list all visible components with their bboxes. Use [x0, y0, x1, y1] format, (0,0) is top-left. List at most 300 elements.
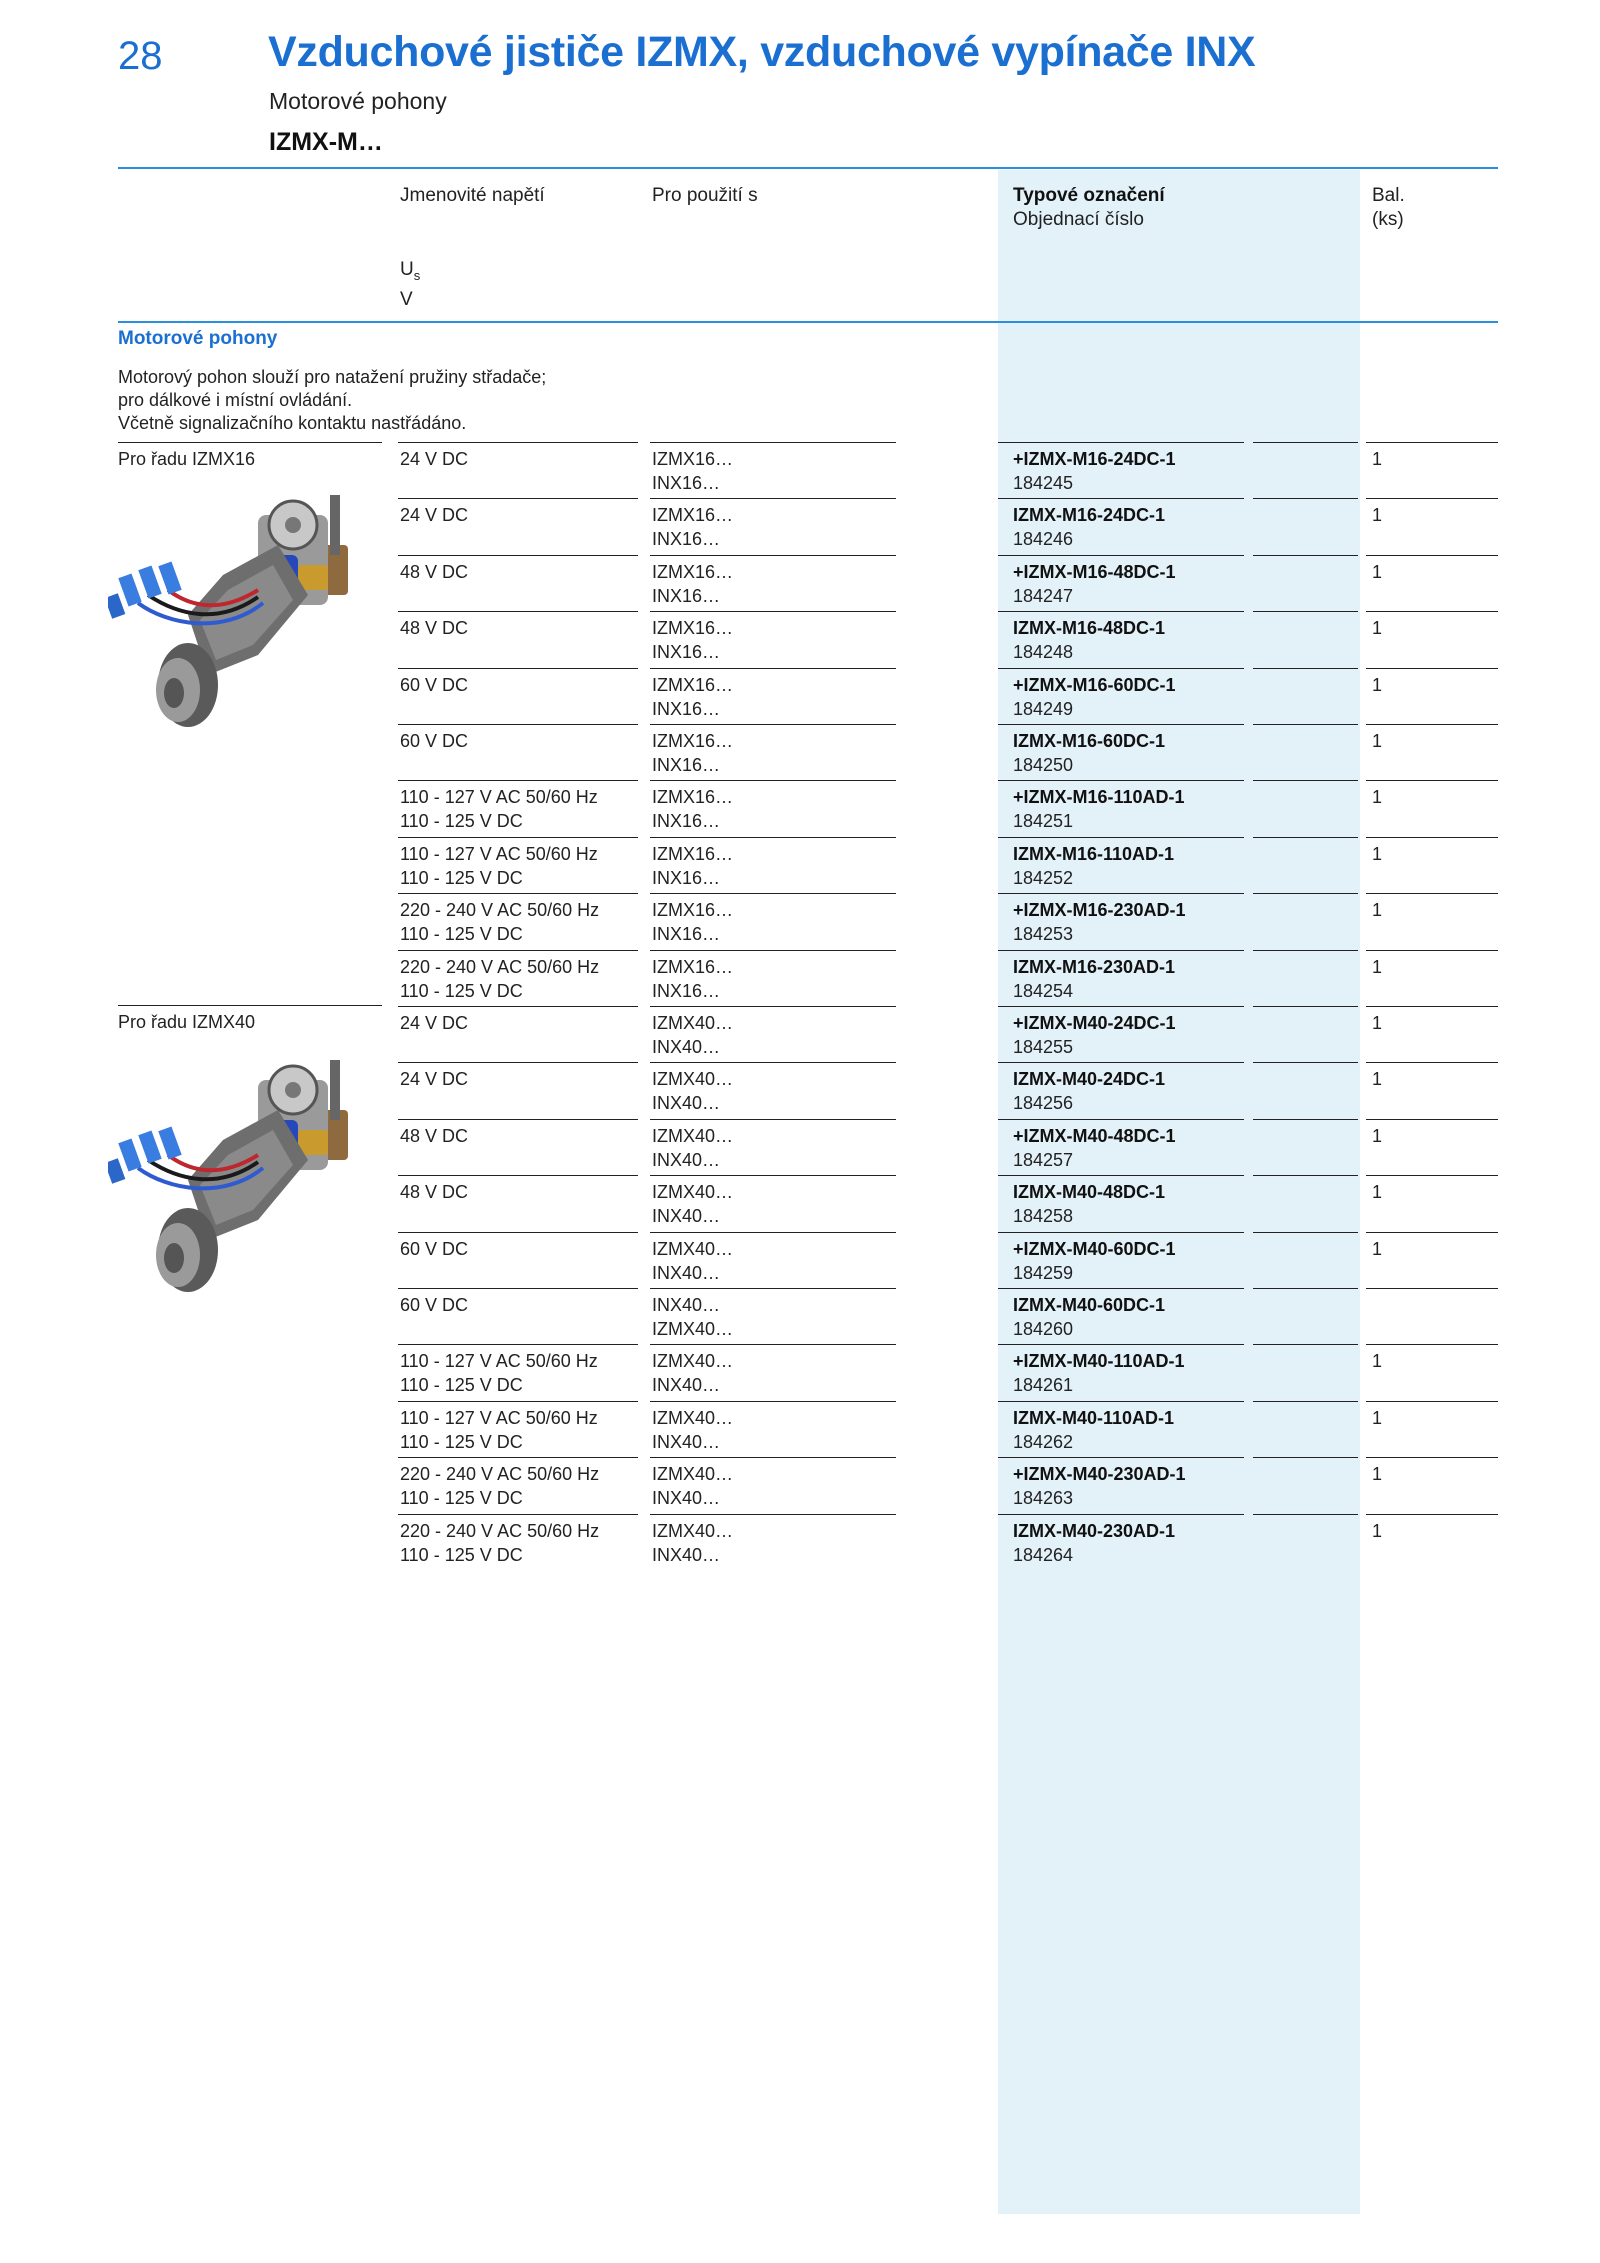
- type-cell: [1013, 1011, 1176, 1059]
- pack-quantity: 1: [1372, 1069, 1383, 1090]
- row-divider: [650, 668, 896, 669]
- row-divider: [650, 1175, 896, 1176]
- row-divider: [650, 1119, 896, 1120]
- row-divider: [1253, 1175, 1358, 1176]
- usage-line: IZMX40…: [652, 1013, 734, 1033]
- row-divider: [1253, 1062, 1358, 1063]
- voltage-line: 110 - 127 V AC 50/60 Hz: [400, 843, 598, 864]
- row-divider: [1253, 1232, 1358, 1233]
- pack-cell: [1372, 1462, 1382, 1486]
- order-number: 184264: [1013, 1544, 1074, 1565]
- row-divider: [998, 668, 1244, 669]
- type-cell: [1013, 1237, 1176, 1285]
- type-designation: +IZMX-M40-48DC-1: [1013, 1125, 1176, 1146]
- row-divider: [1366, 780, 1498, 781]
- row-divider: [1366, 1062, 1498, 1063]
- type-designation: +IZMX-M16-230AD-1: [1013, 900, 1186, 921]
- type-cell: [1013, 842, 1174, 890]
- pack-cell: [1372, 898, 1382, 922]
- pack-quantity: 1: [1372, 731, 1383, 751]
- row-divider: [998, 724, 1244, 725]
- type-designation: +IZMX-M16-110AD-1: [1013, 787, 1185, 808]
- pack-cell: [1372, 1406, 1382, 1430]
- row-divider: [398, 498, 638, 499]
- pack-cell: [1372, 842, 1382, 866]
- header-pack-unit: (ks): [1372, 209, 1404, 230]
- usage-line: IZMX16…: [652, 618, 734, 639]
- usage-line: INX16…: [652, 529, 721, 550]
- voltage-cell: [400, 1519, 599, 1567]
- voltage-cell: [400, 1237, 468, 1261]
- usage-cell: [652, 503, 733, 551]
- voltage-cell: [400, 447, 468, 471]
- usage-cell: [652, 729, 733, 777]
- voltage-cell: [400, 785, 598, 833]
- usage-cell: [652, 1349, 733, 1397]
- type-cell: [1013, 729, 1165, 777]
- row-divider: [998, 1401, 1244, 1402]
- type-cell: [1013, 1180, 1165, 1228]
- row-divider: [1253, 1344, 1358, 1345]
- order-number: 184253: [1013, 924, 1074, 945]
- type-designation: IZMX-M40-110AD-1: [1013, 1407, 1175, 1428]
- usage-line: INX16…: [652, 585, 721, 606]
- voltage-line: 110 - 125 V DC: [400, 1431, 523, 1452]
- voltage-line: 60 V DC: [400, 674, 469, 695]
- usage-line: IZMX40…: [652, 1238, 734, 1259]
- pack-cell: [1372, 1011, 1382, 1035]
- voltage-line: 48 V DC: [400, 1182, 469, 1203]
- row-divider: [650, 1401, 896, 1402]
- usage-line: INX16…: [652, 980, 721, 1001]
- row-divider: [998, 498, 1244, 499]
- pack-cell: [1372, 1237, 1382, 1261]
- voltage-line: 110 - 125 V DC: [400, 867, 523, 888]
- page-number: 28: [118, 34, 163, 78]
- group-label: Pro řadu IZMX16: [118, 449, 256, 469]
- usage-line: INX40…: [652, 1544, 721, 1565]
- page-subtitle: Motorové pohony: [269, 88, 447, 114]
- pack-quantity: 1: [1372, 618, 1383, 639]
- group-divider: [118, 442, 382, 443]
- voltage-line: 48 V DC: [400, 618, 469, 639]
- usage-cell: [652, 1124, 733, 1172]
- order-number: 184249: [1013, 698, 1074, 719]
- row-divider: [650, 1457, 896, 1458]
- type-designation: IZMX-M16-48DC-1: [1013, 618, 1166, 639]
- usage-line: INX40…: [652, 1206, 721, 1227]
- voltage-line: 24 V DC: [400, 1069, 469, 1090]
- row-divider: [1366, 1006, 1498, 1007]
- type-designation: IZMX-M40-60DC-1: [1013, 1295, 1166, 1315]
- order-number: 184260: [1013, 1319, 1074, 1339]
- order-number: 184257: [1013, 1149, 1074, 1170]
- voltage-cell: [400, 1180, 468, 1204]
- row-divider: [398, 724, 638, 725]
- row-divider: [650, 1344, 896, 1345]
- type-cell: [1013, 1462, 1186, 1510]
- row-divider: [398, 1006, 638, 1007]
- voltage-line: 110 - 125 V DC: [400, 1488, 523, 1509]
- row-divider: [398, 1344, 638, 1345]
- row-divider: [998, 1457, 1244, 1458]
- row-divider: [398, 555, 638, 556]
- type-designation: IZMX-M16-24DC-1: [1013, 505, 1166, 526]
- header-us-symbol: [400, 258, 420, 312]
- pack-quantity: 1: [1372, 843, 1383, 864]
- voltage-cell: [400, 616, 468, 640]
- pack-cell: [1372, 1519, 1382, 1543]
- type-cell: [1013, 447, 1176, 495]
- usage-line: INX16…: [652, 811, 721, 832]
- row-divider: [1253, 1514, 1358, 1515]
- row-divider: [398, 1175, 638, 1176]
- us-symbol: U: [400, 259, 414, 280]
- pack-quantity: 1: [1372, 1182, 1383, 1203]
- voltage-line: 110 - 127 V AC 50/60 Hz: [400, 1351, 598, 1372]
- order-number: 184247: [1013, 585, 1074, 606]
- pack-cell: [1372, 503, 1382, 527]
- row-divider: [1253, 611, 1358, 612]
- voltage-line: 110 - 125 V DC: [400, 924, 523, 945]
- type-designation: IZMX-M16-230AD-1: [1013, 956, 1176, 977]
- page-title: Vzduchové jističe IZMX, vzduchové vypínače INX: [268, 28, 1256, 76]
- row-divider: [1366, 442, 1498, 443]
- row-divider: [1253, 780, 1358, 781]
- row-divider: [1366, 1401, 1498, 1402]
- usage-line: IZMX16…: [652, 674, 734, 695]
- type-designation: +IZMX-M40-24DC-1: [1013, 1013, 1176, 1033]
- usage-line: INX16…: [652, 698, 721, 719]
- row-divider: [650, 1288, 896, 1289]
- row-divider: [398, 1401, 638, 1402]
- row-divider: [1253, 950, 1358, 951]
- type-cell: [1013, 1349, 1185, 1397]
- row-divider: [998, 555, 1244, 556]
- voltage-line: 110 - 125 V DC: [400, 1375, 523, 1396]
- voltage-line: 24 V DC: [400, 449, 469, 469]
- voltage-cell: [400, 1406, 598, 1454]
- row-divider: [398, 950, 638, 951]
- order-number: 184245: [1013, 473, 1074, 493]
- type-designation: +IZMX-M16-60DC-1: [1013, 674, 1176, 695]
- usage-cell: [652, 1067, 733, 1115]
- order-number: 184254: [1013, 980, 1074, 1001]
- pack-quantity: 1: [1372, 787, 1383, 808]
- row-divider: [398, 442, 638, 443]
- header-order-label: Objednací číslo: [1013, 209, 1144, 230]
- category-description-line: Motorový pohon slouží pro natažení pružiny střadače;: [118, 367, 547, 387]
- row-divider: [650, 950, 896, 951]
- pack-cell: [1372, 616, 1382, 640]
- row-divider: [650, 780, 896, 781]
- usage-line: IZMX40…: [652, 1069, 734, 1090]
- header-type: [1013, 184, 1165, 232]
- pack-quantity: 1: [1372, 1464, 1383, 1485]
- usage-line: IZMX16…: [652, 449, 734, 469]
- usage-cell: [652, 1011, 733, 1059]
- pack-quantity: 1: [1372, 674, 1383, 695]
- usage-line: IZMX40…: [652, 1319, 734, 1339]
- pack-quantity: 1: [1372, 1125, 1383, 1146]
- type-cell: [1013, 1519, 1175, 1567]
- row-divider: [1253, 668, 1358, 669]
- order-number: 184261: [1013, 1375, 1074, 1396]
- voltage-line: 24 V DC: [400, 1013, 469, 1033]
- type-cell: [1013, 503, 1165, 551]
- row-divider: [398, 837, 638, 838]
- pack-quantity: 1: [1372, 956, 1383, 977]
- usage-line: INX40…: [652, 1037, 721, 1057]
- pack-cell: [1372, 729, 1382, 753]
- voltage-line: 60 V DC: [400, 731, 469, 751]
- header-usage: Pro použití s: [652, 185, 758, 206]
- voltage-cell: [400, 1462, 599, 1510]
- type-designation: +IZMX-M40-60DC-1: [1013, 1238, 1176, 1259]
- order-number: 184246: [1013, 529, 1074, 550]
- type-designation: +IZMX-M16-24DC-1: [1013, 449, 1176, 469]
- pack-cell: [1372, 447, 1382, 471]
- pack-cell: [1372, 560, 1382, 584]
- header-type-label: Typové označení: [1013, 185, 1165, 206]
- usage-line: IZMX16…: [652, 561, 734, 582]
- usage-line: IZMX40…: [652, 1125, 734, 1146]
- row-divider: [998, 1175, 1244, 1176]
- type-designation: +IZMX-M40-230AD-1: [1013, 1464, 1186, 1485]
- usage-line: IZMX16…: [652, 787, 734, 808]
- row-divider: [650, 1514, 896, 1515]
- order-number: 184263: [1013, 1488, 1074, 1509]
- type-cell: [1013, 1124, 1176, 1172]
- row-divider: [1366, 668, 1498, 669]
- pack-quantity: 1: [1372, 900, 1383, 921]
- order-number: 184262: [1013, 1431, 1074, 1452]
- voltage-cell: [400, 1067, 468, 1091]
- usage-cell: [652, 616, 733, 664]
- type-cell: [1013, 560, 1176, 608]
- row-divider: [398, 1457, 638, 1458]
- pack-cell: [1372, 1180, 1382, 1204]
- row-divider: [650, 893, 896, 894]
- pack-quantity: 1: [1372, 449, 1383, 469]
- usage-cell: [652, 1462, 733, 1510]
- row-divider: [1366, 1344, 1498, 1345]
- pack-quantity: 1: [1372, 505, 1383, 526]
- row-divider: [1253, 1457, 1358, 1458]
- type-cell: [1013, 785, 1185, 833]
- row-divider: [1366, 1514, 1498, 1515]
- usage-cell: [652, 785, 733, 833]
- header-top-rule: [118, 167, 1498, 169]
- usage-line: INX40…: [652, 1093, 721, 1114]
- row-divider: [650, 442, 896, 443]
- voltage-cell: [400, 1293, 468, 1317]
- row-divider: [398, 668, 638, 669]
- usage-line: INX40…: [652, 1262, 721, 1283]
- category-title: Motorové pohony: [118, 328, 278, 349]
- voltage-cell: [400, 1124, 468, 1148]
- type-cell: [1013, 898, 1186, 946]
- voltage-cell: [400, 560, 468, 584]
- row-divider: [1253, 893, 1358, 894]
- row-divider: [998, 893, 1244, 894]
- order-number: 184259: [1013, 1262, 1074, 1283]
- category-description-line: pro dálkové i místní ovládání.: [118, 390, 353, 410]
- voltage-line: 110 - 125 V DC: [400, 980, 523, 1001]
- row-divider: [398, 1232, 638, 1233]
- usage-cell: [652, 1180, 733, 1228]
- usage-cell: [652, 955, 733, 1003]
- row-divider: [650, 611, 896, 612]
- usage-line: INX16…: [652, 924, 721, 945]
- row-divider: [1366, 1175, 1498, 1176]
- row-divider: [998, 1119, 1244, 1120]
- category-description-line: Včetně signalizačního kontaktu nastřádáno.: [118, 413, 467, 433]
- usage-line: INX16…: [652, 473, 721, 493]
- motor-drive-photo: [108, 1050, 378, 1320]
- order-number: 184250: [1013, 755, 1074, 775]
- type-cell: [1013, 1293, 1165, 1341]
- row-divider: [1366, 837, 1498, 838]
- pack-quantity: 1: [1372, 1407, 1383, 1428]
- row-divider: [998, 950, 1244, 951]
- usage-line: INX16…: [652, 642, 721, 663]
- header-pack-label: Bal.: [1372, 185, 1405, 206]
- order-number: 184252: [1013, 867, 1074, 888]
- voltage-cell: [400, 842, 598, 890]
- row-divider: [398, 1288, 638, 1289]
- header-pack: [1372, 184, 1405, 232]
- voltage-line: 24 V DC: [400, 505, 469, 526]
- row-divider: [650, 555, 896, 556]
- usage-line: INX16…: [652, 867, 721, 888]
- row-divider: [1253, 1119, 1358, 1120]
- pack-quantity: 1: [1372, 1351, 1383, 1372]
- row-divider: [650, 1006, 896, 1007]
- voltage-line: 220 - 240 V AC 50/60 Hz: [400, 900, 600, 921]
- row-divider: [650, 1062, 896, 1063]
- voltage-cell: [400, 729, 468, 753]
- type-designation: IZMX-M40-48DC-1: [1013, 1182, 1166, 1203]
- header-voltage: Jmenovité napětí: [400, 185, 545, 206]
- row-divider: [1366, 1457, 1498, 1458]
- unit-label: V: [400, 289, 413, 310]
- row-divider: [998, 1344, 1244, 1345]
- row-divider: [398, 1514, 638, 1515]
- voltage-line: 60 V DC: [400, 1238, 469, 1259]
- usage-cell: [652, 447, 733, 495]
- row-divider: [1253, 498, 1358, 499]
- group-divider: [118, 1005, 382, 1006]
- us-subscript: s: [413, 268, 421, 283]
- usage-line: INX16…: [652, 755, 721, 775]
- row-divider: [1366, 498, 1498, 499]
- usage-line: IZMX40…: [652, 1351, 734, 1372]
- row-divider: [998, 780, 1244, 781]
- voltage-line: 220 - 240 V AC 50/60 Hz: [400, 1520, 600, 1541]
- order-number: 184258: [1013, 1206, 1074, 1227]
- usage-line: IZMX16…: [652, 843, 734, 864]
- type-cell: [1013, 1406, 1174, 1454]
- voltage-line: 110 - 127 V AC 50/60 Hz: [400, 1407, 598, 1428]
- section-code: IZMX-M…: [269, 128, 383, 156]
- row-divider: [1253, 1288, 1358, 1289]
- row-divider: [1366, 1232, 1498, 1233]
- type-cell: [1013, 955, 1175, 1003]
- row-divider: [1253, 442, 1358, 443]
- order-number: 184248: [1013, 642, 1074, 663]
- voltage-cell: [400, 898, 599, 946]
- pack-cell: [1372, 1124, 1382, 1148]
- usage-line: IZMX16…: [652, 900, 734, 921]
- row-divider: [1366, 555, 1498, 556]
- usage-cell: [652, 1406, 733, 1454]
- row-divider: [1366, 611, 1498, 612]
- row-divider: [998, 442, 1244, 443]
- type-designation: +IZMX-M16-48DC-1: [1013, 561, 1176, 582]
- usage-cell: [652, 898, 733, 946]
- pack-cell: [1372, 955, 1382, 979]
- usage-line: IZMX16…: [652, 956, 734, 977]
- type-cell: [1013, 673, 1176, 721]
- voltage-line: 110 - 125 V DC: [400, 1544, 523, 1565]
- voltage-cell: [400, 673, 468, 697]
- usage-line: IZMX16…: [652, 731, 734, 751]
- voltage-line: 220 - 240 V AC 50/60 Hz: [400, 1464, 600, 1485]
- voltage-line: 48 V DC: [400, 561, 469, 582]
- usage-line: INX40…: [652, 1149, 721, 1170]
- pack-quantity: 1: [1372, 1238, 1383, 1259]
- voltage-cell: [400, 1011, 468, 1035]
- row-divider: [398, 780, 638, 781]
- usage-line: IZMX40…: [652, 1182, 734, 1203]
- pack-cell: [1372, 673, 1382, 697]
- row-divider: [398, 893, 638, 894]
- pack-quantity: 1: [1372, 1013, 1383, 1033]
- row-divider: [998, 1288, 1244, 1289]
- usage-cell: [652, 842, 733, 890]
- type-designation: IZMX-M40-24DC-1: [1013, 1069, 1166, 1090]
- type-designation: +IZMX-M40-110AD-1: [1013, 1351, 1185, 1372]
- pack-quantity: 1: [1372, 1520, 1383, 1541]
- row-divider: [1366, 893, 1498, 894]
- group-label: Pro řadu IZMX40: [118, 1012, 256, 1032]
- motor-drive-photo: [108, 485, 378, 755]
- row-divider: [398, 1119, 638, 1120]
- usage-line: INX40…: [652, 1431, 721, 1452]
- pack-cell: [1372, 1349, 1382, 1373]
- row-divider: [998, 1006, 1244, 1007]
- row-divider: [1253, 1401, 1358, 1402]
- order-number: 184251: [1013, 811, 1074, 832]
- row-divider: [1253, 1006, 1358, 1007]
- usage-cell: [652, 1293, 733, 1341]
- row-divider: [1366, 1119, 1498, 1120]
- row-divider: [998, 611, 1244, 612]
- row-divider: [398, 1062, 638, 1063]
- usage-cell: [652, 1519, 733, 1567]
- usage-line: IZMX16…: [652, 505, 734, 526]
- pack-quantity: 1: [1372, 561, 1383, 582]
- usage-line: IZMX40…: [652, 1464, 734, 1485]
- row-divider: [650, 1232, 896, 1233]
- row-divider: [1253, 724, 1358, 725]
- row-divider: [1366, 724, 1498, 725]
- voltage-cell: [400, 1349, 598, 1397]
- row-divider: [998, 1062, 1244, 1063]
- type-cell: [1013, 1067, 1165, 1115]
- usage-line: INX40…: [652, 1375, 721, 1396]
